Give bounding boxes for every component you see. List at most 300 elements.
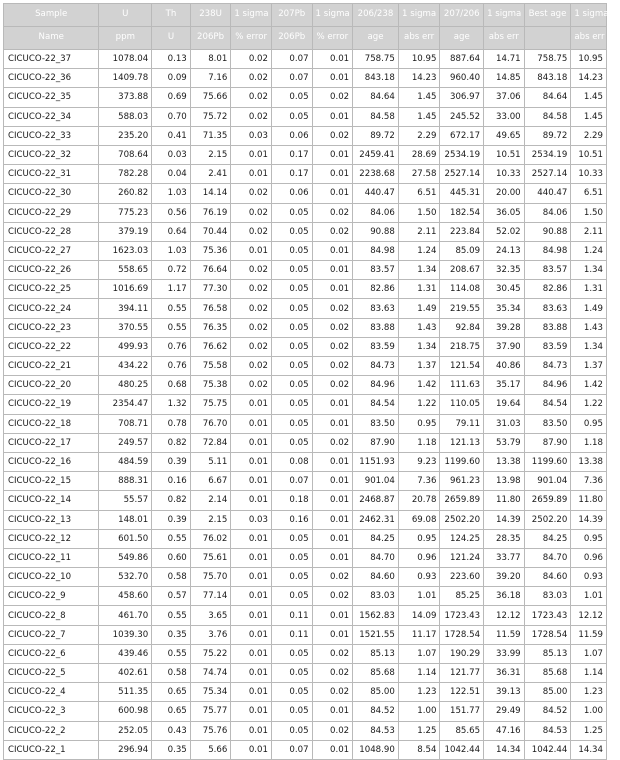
table-row — [4, 184, 607, 203]
column-header-bottom: 206Pb — [271, 26, 312, 50]
value-cell: 0.02 — [231, 184, 272, 203]
value-cell: 1.31 — [571, 280, 607, 299]
value-cell: 14.85 — [484, 69, 525, 88]
value-cell: 2459.41 — [353, 145, 399, 164]
value-cell: 0.02 — [231, 88, 272, 107]
value-cell: 14.14 — [190, 184, 231, 203]
table-row — [4, 491, 607, 510]
value-cell: 0.02 — [312, 433, 353, 452]
value-cell: 1.45 — [398, 107, 440, 126]
value-cell: 1728.54 — [440, 625, 484, 644]
data-table-container — [3, 3, 620, 760]
sample-name-cell: CICUCO-22_16 — [4, 452, 99, 471]
value-cell: 0.39 — [152, 510, 191, 529]
value-cell: 0.01 — [312, 241, 353, 260]
value-cell: 2.11 — [398, 222, 440, 241]
column-header-top: 238U — [190, 4, 231, 27]
value-cell: 1.25 — [571, 721, 607, 740]
value-cell: 296.94 — [99, 740, 152, 759]
value-cell: 2462.31 — [353, 510, 399, 529]
value-cell: 887.64 — [440, 50, 484, 69]
sample-name-cell: CICUCO-22_25 — [4, 280, 99, 299]
sample-name-cell: CICUCO-22_26 — [4, 261, 99, 280]
table-row — [4, 395, 607, 414]
value-cell: 1.49 — [571, 299, 607, 318]
value-cell: 1039.30 — [99, 625, 152, 644]
sample-name-cell: CICUCO-22_6 — [4, 644, 99, 663]
column-header-top: 1 sigma — [571, 4, 607, 27]
value-cell: 14.09 — [398, 606, 440, 625]
value-cell: 75.76 — [190, 721, 231, 740]
value-cell: 708.64 — [99, 145, 152, 164]
value-cell: 758.75 — [524, 50, 571, 69]
value-cell: 72.84 — [190, 433, 231, 452]
value-cell: 0.41 — [152, 126, 191, 145]
value-cell: 0.01 — [231, 145, 272, 164]
value-cell: 0.02 — [231, 203, 272, 222]
value-cell: 1.22 — [571, 395, 607, 414]
value-cell: 11.59 — [571, 625, 607, 644]
value-cell: 1048.90 — [353, 740, 399, 759]
table-row — [4, 357, 607, 376]
value-cell: 1.00 — [398, 702, 440, 721]
value-cell: 85.00 — [524, 683, 571, 702]
sample-name-cell: CICUCO-22_22 — [4, 337, 99, 356]
column-header-bottom — [524, 26, 571, 50]
value-cell: 0.01 — [231, 433, 272, 452]
value-cell: 0.13 — [152, 50, 191, 69]
value-cell: 1.23 — [571, 683, 607, 702]
value-cell: 0.05 — [271, 721, 312, 740]
sample-name-cell: CICUCO-22_31 — [4, 165, 99, 184]
value-cell: 83.59 — [353, 337, 399, 356]
value-cell: 3.76 — [190, 625, 231, 644]
value-cell: 0.05 — [271, 337, 312, 356]
value-cell: 1.22 — [398, 395, 440, 414]
value-cell: 0.05 — [271, 203, 312, 222]
column-header-bottom: ppm — [99, 26, 152, 50]
value-cell: 1.50 — [571, 203, 607, 222]
value-cell: 1078.04 — [99, 50, 152, 69]
value-cell: 511.35 — [99, 683, 152, 702]
value-cell: 84.25 — [524, 529, 571, 548]
value-cell: 2659.89 — [440, 491, 484, 510]
value-cell: 2.14 — [190, 491, 231, 510]
value-cell: 260.82 — [99, 184, 152, 203]
table-row — [4, 568, 607, 587]
value-cell: 2.29 — [571, 126, 607, 145]
sample-name-cell: CICUCO-22_7 — [4, 625, 99, 644]
value-cell: 0.02 — [231, 107, 272, 126]
value-cell: 1.14 — [398, 664, 440, 683]
value-cell: 0.01 — [312, 625, 353, 644]
value-cell: 0.64 — [152, 222, 191, 241]
value-cell: 76.35 — [190, 318, 231, 337]
value-cell: 901.04 — [524, 472, 571, 491]
value-cell: 1199.60 — [524, 452, 571, 471]
value-cell: 458.60 — [99, 587, 152, 606]
value-cell: 84.73 — [524, 357, 571, 376]
value-cell: 1.45 — [571, 107, 607, 126]
value-cell: 89.72 — [353, 126, 399, 145]
sample-name-cell: CICUCO-22_8 — [4, 606, 99, 625]
value-cell: 2468.87 — [353, 491, 399, 510]
value-cell: 75.34 — [190, 683, 231, 702]
value-cell: 84.60 — [353, 568, 399, 587]
value-cell: 82.86 — [524, 280, 571, 299]
value-cell: 1.03 — [152, 241, 191, 260]
value-cell: 960.40 — [440, 69, 484, 88]
value-cell: 2354.47 — [99, 395, 152, 414]
value-cell: 0.69 — [152, 88, 191, 107]
value-cell: 11.59 — [484, 625, 525, 644]
value-cell: 2527.14 — [524, 165, 571, 184]
value-cell: 249.57 — [99, 433, 152, 452]
table-row — [4, 261, 607, 280]
value-cell: 75.75 — [190, 395, 231, 414]
sample-name-cell: CICUCO-22_14 — [4, 491, 99, 510]
column-header-bottom: U — [152, 26, 191, 50]
table-row — [4, 529, 607, 548]
value-cell: 0.02 — [312, 299, 353, 318]
value-cell: 1.34 — [571, 337, 607, 356]
value-cell: 708.71 — [99, 414, 152, 433]
value-cell: 7.36 — [398, 472, 440, 491]
value-cell: 0.01 — [231, 165, 272, 184]
value-cell: 402.61 — [99, 664, 152, 683]
value-cell: 84.53 — [353, 721, 399, 740]
table-row — [4, 472, 607, 491]
value-cell: 8.54 — [398, 740, 440, 759]
value-cell: 90.88 — [353, 222, 399, 241]
value-cell: 235.20 — [99, 126, 152, 145]
value-cell: 33.00 — [484, 107, 525, 126]
column-header-top: Best age — [524, 4, 571, 27]
value-cell: 1.37 — [571, 357, 607, 376]
value-cell: 0.01 — [231, 241, 272, 260]
value-cell: 961.23 — [440, 472, 484, 491]
value-cell: 76.19 — [190, 203, 231, 222]
value-cell: 1723.43 — [524, 606, 571, 625]
value-cell: 0.93 — [571, 568, 607, 587]
table-row — [4, 107, 607, 126]
table-row — [4, 203, 607, 222]
value-cell: 10.51 — [571, 145, 607, 164]
value-cell: 0.39 — [152, 452, 191, 471]
value-cell: 114.08 — [440, 280, 484, 299]
value-cell: 758.75 — [353, 50, 399, 69]
value-cell: 1042.44 — [524, 740, 571, 759]
value-cell: 600.98 — [99, 702, 152, 721]
value-cell: 0.01 — [312, 414, 353, 433]
value-cell: 1409.78 — [99, 69, 152, 88]
value-cell: 440.47 — [524, 184, 571, 203]
value-cell: 434.22 — [99, 357, 152, 376]
value-cell: 0.18 — [271, 491, 312, 510]
sample-name-cell: CICUCO-22_23 — [4, 318, 99, 337]
value-cell: 0.03 — [231, 510, 272, 529]
value-cell: 0.06 — [271, 184, 312, 203]
value-cell: 37.90 — [484, 337, 525, 356]
value-cell: 0.01 — [312, 740, 353, 759]
value-cell: 0.01 — [231, 644, 272, 663]
value-cell: 0.02 — [312, 357, 353, 376]
value-cell: 0.02 — [312, 644, 353, 663]
value-cell: 0.01 — [312, 606, 353, 625]
table-row — [4, 126, 607, 145]
value-cell: 0.02 — [312, 664, 353, 683]
value-cell: 0.70 — [152, 107, 191, 126]
sample-name-cell: CICUCO-22_33 — [4, 126, 99, 145]
value-cell: 83.03 — [524, 587, 571, 606]
value-cell: 0.02 — [231, 50, 272, 69]
value-cell: 89.72 — [524, 126, 571, 145]
value-cell: 672.17 — [440, 126, 484, 145]
value-cell: 0.05 — [271, 414, 312, 433]
sample-name-cell: CICUCO-22_12 — [4, 529, 99, 548]
value-cell: 2659.89 — [524, 491, 571, 510]
value-cell: 85.65 — [440, 721, 484, 740]
value-cell: 1.50 — [398, 203, 440, 222]
value-cell: 83.63 — [524, 299, 571, 318]
value-cell: 0.96 — [571, 548, 607, 567]
value-cell: 47.16 — [484, 721, 525, 740]
value-cell: 84.70 — [353, 548, 399, 567]
value-cell: 83.88 — [524, 318, 571, 337]
value-cell: 0.05 — [271, 318, 312, 337]
value-cell: 601.50 — [99, 529, 152, 548]
table-row — [4, 644, 607, 663]
value-cell: 31.03 — [484, 414, 525, 433]
value-cell: 76.62 — [190, 337, 231, 356]
value-cell: 30.45 — [484, 280, 525, 299]
value-cell: 1.14 — [571, 664, 607, 683]
value-cell: 84.52 — [524, 702, 571, 721]
value-cell: 223.84 — [440, 222, 484, 241]
table-row — [4, 702, 607, 721]
value-cell: 1.34 — [398, 337, 440, 356]
value-cell: 83.50 — [353, 414, 399, 433]
value-cell: 1.18 — [398, 433, 440, 452]
value-cell: 0.01 — [231, 529, 272, 548]
value-cell: 11.80 — [484, 491, 525, 510]
value-cell: 83.57 — [524, 261, 571, 280]
value-cell: 461.70 — [99, 606, 152, 625]
value-cell: 182.54 — [440, 203, 484, 222]
sample-name-cell: CICUCO-22_2 — [4, 721, 99, 740]
value-cell: 1.34 — [398, 261, 440, 280]
value-cell: 14.23 — [398, 69, 440, 88]
value-cell: 0.17 — [271, 165, 312, 184]
value-cell: 0.01 — [231, 664, 272, 683]
value-cell: 121.13 — [440, 433, 484, 452]
value-cell: 1199.60 — [440, 452, 484, 471]
value-cell: 843.18 — [353, 69, 399, 88]
value-cell: 3.65 — [190, 606, 231, 625]
value-cell: 0.05 — [271, 702, 312, 721]
value-cell: 85.09 — [440, 241, 484, 260]
table-row — [4, 280, 607, 299]
value-cell: 92.84 — [440, 318, 484, 337]
value-cell: 1.45 — [571, 88, 607, 107]
value-cell: 0.02 — [231, 261, 272, 280]
value-cell: 245.52 — [440, 107, 484, 126]
value-cell: 0.03 — [231, 126, 272, 145]
value-cell: 14.23 — [571, 69, 607, 88]
value-cell: 0.57 — [152, 587, 191, 606]
value-cell: 0.35 — [152, 740, 191, 759]
value-cell: 0.17 — [271, 145, 312, 164]
value-cell: 901.04 — [353, 472, 399, 491]
value-cell: 13.38 — [571, 452, 607, 471]
column-header-bottom: abs err Ma — [571, 26, 607, 50]
value-cell: 0.02 — [231, 357, 272, 376]
value-cell: 1151.93 — [353, 452, 399, 471]
value-cell: 1.32 — [152, 395, 191, 414]
value-cell: 49.65 — [484, 126, 525, 145]
value-cell: 0.01 — [231, 702, 272, 721]
value-cell: 28.69 — [398, 145, 440, 164]
value-cell: 84.53 — [524, 721, 571, 740]
value-cell: 0.01 — [231, 606, 272, 625]
value-cell: 151.77 — [440, 702, 484, 721]
value-cell: 121.24 — [440, 548, 484, 567]
value-cell: 0.16 — [271, 510, 312, 529]
sample-name-cell: CICUCO-22_10 — [4, 568, 99, 587]
sample-name-cell: CICUCO-22_34 — [4, 107, 99, 126]
value-cell: 5.66 — [190, 740, 231, 759]
value-cell: 0.16 — [152, 472, 191, 491]
value-cell: 0.08 — [271, 452, 312, 471]
value-cell: 0.01 — [312, 69, 353, 88]
value-cell: 0.72 — [152, 261, 191, 280]
value-cell: 1.25 — [398, 721, 440, 740]
value-cell: 0.02 — [231, 69, 272, 88]
value-cell: 0.43 — [152, 721, 191, 740]
value-cell: 1562.83 — [353, 606, 399, 625]
value-cell: 0.02 — [312, 376, 353, 395]
value-cell: 77.14 — [190, 587, 231, 606]
value-cell: 2527.14 — [440, 165, 484, 184]
value-cell: 0.02 — [312, 88, 353, 107]
value-cell: 219.55 — [440, 299, 484, 318]
value-cell: 0.07 — [271, 69, 312, 88]
value-cell: 549.86 — [99, 548, 152, 567]
value-cell: 0.05 — [271, 548, 312, 567]
value-cell: 0.05 — [271, 587, 312, 606]
value-cell: 0.01 — [312, 184, 353, 203]
value-cell: 445.31 — [440, 184, 484, 203]
value-cell: 39.20 — [484, 568, 525, 587]
value-cell: 1.23 — [398, 683, 440, 702]
value-cell: 39.13 — [484, 683, 525, 702]
column-header-top: Th — [152, 4, 191, 27]
table-row — [4, 625, 607, 644]
value-cell: 0.05 — [271, 88, 312, 107]
value-cell: 13.98 — [484, 472, 525, 491]
value-cell: 36.05 — [484, 203, 525, 222]
value-cell: 85.25 — [440, 587, 484, 606]
value-cell: 1.01 — [398, 587, 440, 606]
table-row — [4, 165, 607, 184]
value-cell: 35.17 — [484, 376, 525, 395]
value-cell: 2534.19 — [440, 145, 484, 164]
sample-name-cell: CICUCO-22_17 — [4, 433, 99, 452]
value-cell: 0.58 — [152, 568, 191, 587]
value-cell: 27.58 — [398, 165, 440, 184]
value-cell: 0.55 — [152, 299, 191, 318]
table-row — [4, 241, 607, 260]
value-cell: 1723.43 — [440, 606, 484, 625]
value-cell: 0.55 — [152, 529, 191, 548]
value-cell: 84.64 — [524, 88, 571, 107]
value-cell: 0.05 — [271, 222, 312, 241]
value-cell: 0.01 — [312, 165, 353, 184]
value-cell: 84.73 — [353, 357, 399, 376]
value-cell: 0.01 — [312, 107, 353, 126]
value-cell: 0.02 — [231, 318, 272, 337]
value-cell: 0.65 — [152, 702, 191, 721]
value-cell: 0.01 — [312, 50, 353, 69]
column-header-top: 1 sigma — [484, 4, 525, 27]
sample-name-cell: CICUCO-22_9 — [4, 587, 99, 606]
value-cell: 7.36 — [571, 472, 607, 491]
value-cell: 75.58 — [190, 357, 231, 376]
value-cell: 79.11 — [440, 414, 484, 433]
value-cell: 0.01 — [312, 702, 353, 721]
sample-name-cell: CICUCO-22_35 — [4, 88, 99, 107]
value-cell: 36.31 — [484, 664, 525, 683]
table-row — [4, 683, 607, 702]
value-cell: 0.05 — [271, 664, 312, 683]
column-header-bottom: age — [353, 26, 399, 50]
value-cell: 33.99 — [484, 644, 525, 663]
value-cell: 84.96 — [524, 376, 571, 395]
value-cell: 83.59 — [524, 337, 571, 356]
sample-name-cell: CICUCO-22_4 — [4, 683, 99, 702]
value-cell: 74.74 — [190, 664, 231, 683]
value-cell: 36.18 — [484, 587, 525, 606]
value-cell: 775.23 — [99, 203, 152, 222]
value-cell: 0.01 — [312, 280, 353, 299]
value-cell: 1.00 — [571, 702, 607, 721]
table-row — [4, 376, 607, 395]
column-header-bottom: 206Pb — [190, 26, 231, 50]
value-cell: 10.51 — [484, 145, 525, 164]
value-cell: 11.80 — [571, 491, 607, 510]
value-cell: 0.60 — [152, 548, 191, 567]
table-row — [4, 145, 607, 164]
value-cell: 0.02 — [312, 203, 353, 222]
value-cell: 484.59 — [99, 452, 152, 471]
value-cell: 35.34 — [484, 299, 525, 318]
sample-name-cell: CICUCO-22_27 — [4, 241, 99, 260]
value-cell: 122.51 — [440, 683, 484, 702]
value-cell: 1.37 — [398, 357, 440, 376]
value-cell: 373.88 — [99, 88, 152, 107]
value-cell: 84.54 — [524, 395, 571, 414]
value-cell: 12.12 — [484, 606, 525, 625]
column-header-top: 206/238 — [353, 4, 399, 27]
value-cell: 370.55 — [99, 318, 152, 337]
table-row — [4, 69, 607, 88]
value-cell: 480.25 — [99, 376, 152, 395]
table-row — [4, 433, 607, 452]
value-cell: 6.51 — [571, 184, 607, 203]
sample-name-cell: CICUCO-22_28 — [4, 222, 99, 241]
value-cell: 75.61 — [190, 548, 231, 567]
value-cell: 39.28 — [484, 318, 525, 337]
